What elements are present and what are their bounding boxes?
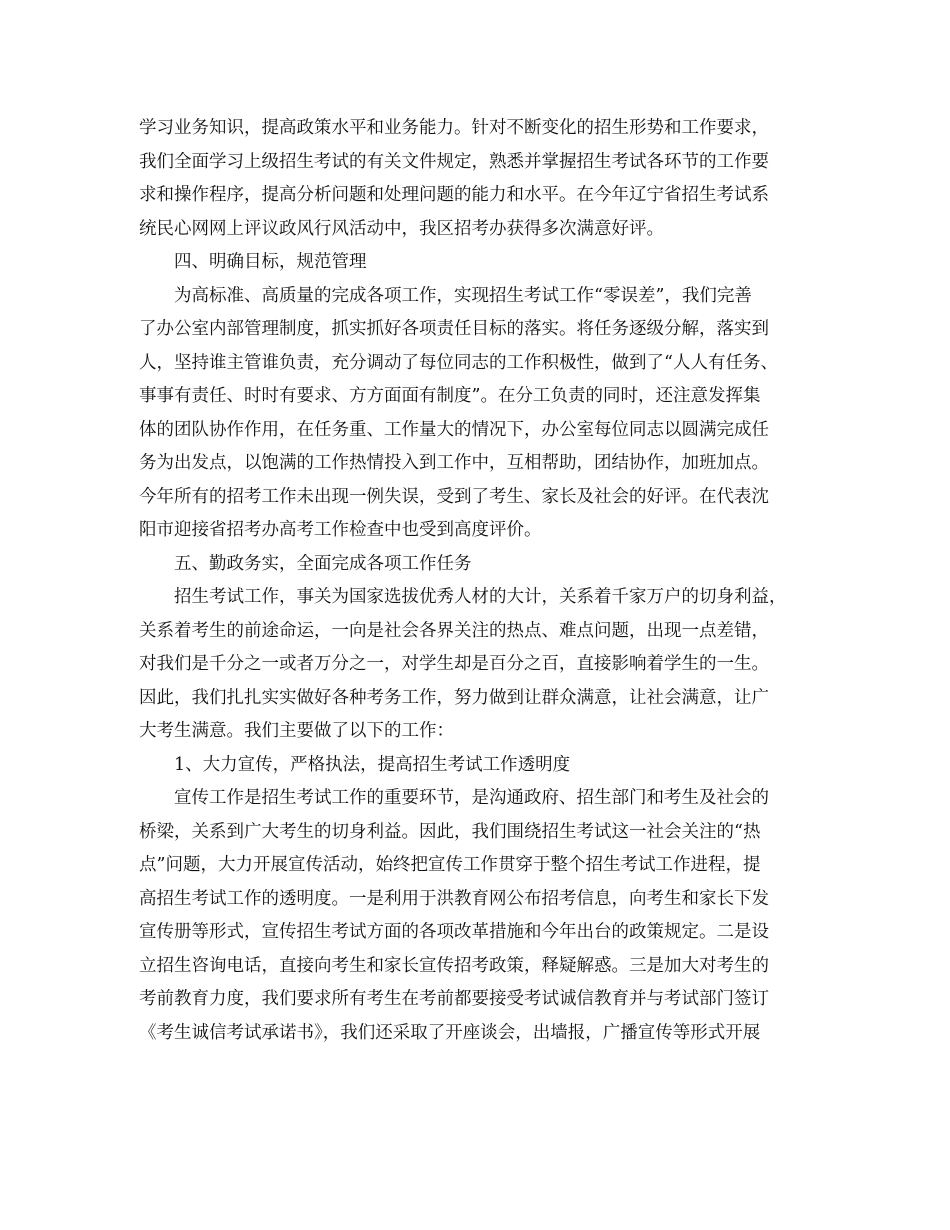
text-line: 宣传工作是招生考试工作的重要环节，是沟通政府、招生部门和考生及社会的 (174, 788, 769, 808)
text-line: 五、勤政务实，全面完成各项工作任务 (174, 553, 472, 574)
text-line: 关系着考生的前途命运，一向是社会各界关注的热点、难点问题，出现一点差错， (139, 620, 769, 641)
text-line: 统民心网网上评议政风行风活动中，我区招考办获得多次满意好评。 (139, 218, 664, 239)
text-line: 1、大力宣传，严格执法，提高招生考试工作透明度 (174, 754, 571, 775)
text-line: 事事有责任、时时有要求、方方面面有制度”。在分工负责的同时，还注意发挥集 (139, 386, 761, 406)
text-line: 高招生考试工作的透明度。一是利用于洪教育网公布招考信息，向考生和家长下发 (139, 888, 769, 909)
text-line: 求和操作程序，提高分析问题和处理问题的能力和水平。在今年辽宁省招生考试系 (139, 185, 769, 205)
text-line: 《考生诚信考试承诺书》，我们还采取了开座谈会，出墙报，广播宣传等形式开展 (139, 1022, 761, 1043)
text-line: 人，坚持谁主管谁负责，充分调动了每位同志的工作积极性，做到了“人人有任务、 (139, 352, 778, 373)
document-body (139, 112, 819, 1050)
text-line: 四、明确目标，规范管理 (174, 252, 367, 272)
text-line: 大考生满意。我们主要做了以下的工作： (139, 721, 454, 741)
text-line: 阳市迎接省招考办高考工作检查中也受到高度评价。 (139, 520, 542, 540)
text-line: 考前教育力度，我们要求所有考生在考前都要接受考试诚信教育并与考试部门签订 (139, 989, 769, 1009)
text-line: 对我们是千分之一或者万分之一，对学生却是百分之百，直接影响着学生的一生。 (139, 654, 769, 674)
text-line: 因此，我们扎扎实实做好各种考务工作，努力做到让群众满意，让社会满意，让广 (139, 687, 769, 708)
text-line: 立招生咨询电话，直接向考生和家长宣传招考政策，释疑解惑。三是加大对考生的 (139, 955, 769, 976)
text-line: 体的团队协作作用，在任务重、工作量大的情况下，办公室每位同志以圆满完成任 (139, 419, 769, 440)
text-line: 招生考试工作，事关为国家选拔优秀人材的大计，关系着千家万户的切身利益， (174, 587, 787, 607)
text-line: 务为出发点，以饱满的工作热情投入到工作中，互相帮助，团结协作，加班加点。 (139, 453, 769, 473)
text-line: 了办公室内部管理制度，抓实抓好各项责任目标的落实。将任务逐级分解，落实到 (139, 319, 769, 339)
text-line: 为高标准、高质量的完成各项工作，实现招生考试工作“零误差”，我们完善 (174, 285, 752, 306)
text-line: 学习业务知识，提高政策水平和业务能力。针对不断变化的招生形势和工作要求， (139, 118, 769, 138)
text-line: 我们全面学习上级招生考试的有关文件规定，熟悉并掌握招生考试各环节的工作要 (139, 151, 769, 172)
text-line: 宣传册等形式，宣传招生考试方面的各项改革措施和今年出台的政策规定。二是设 (139, 922, 769, 942)
text-line: 今年所有的招考工作未出现一例失误，受到了考生、家长及社会的好评。在代表沈 (139, 486, 769, 507)
text-line: 桥梁，关系到广大考生的切身利益。因此，我们围绕招生考试这一社会关注的“热 (139, 821, 761, 842)
text-line: 点”问题，大力开展宣传活动，始终把宣传工作贯穿于整个招生考试工作进程，提 (139, 855, 761, 875)
